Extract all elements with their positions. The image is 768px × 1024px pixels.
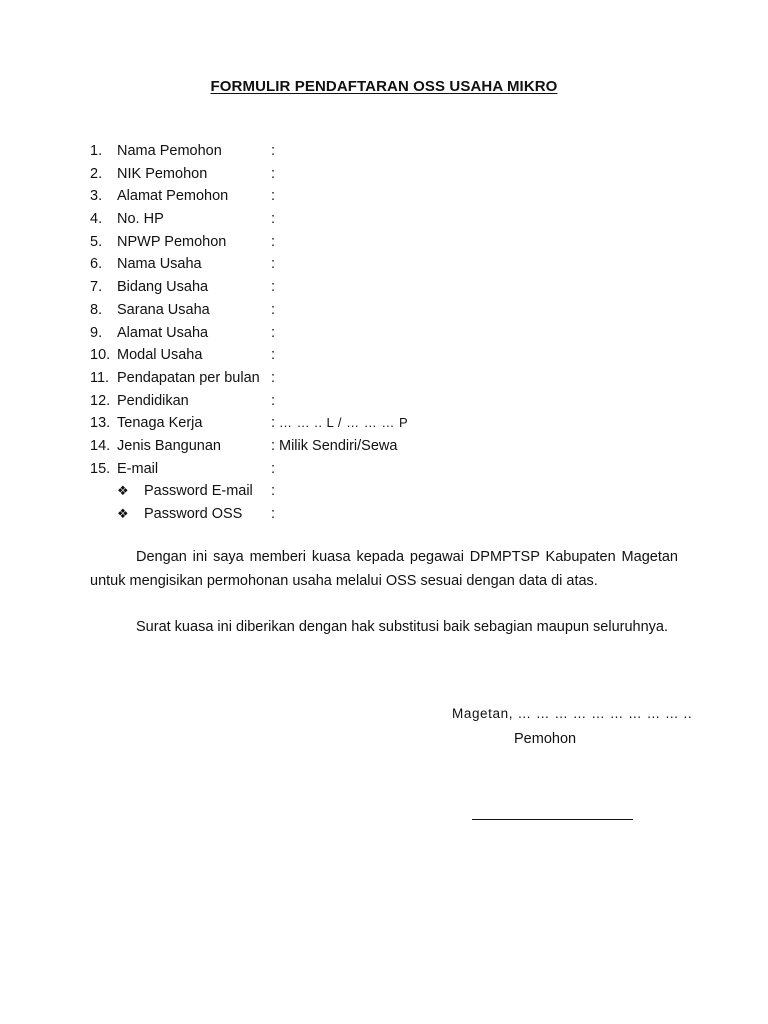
field-label: Nama Usaha <box>117 256 202 273</box>
field-number: 15. <box>90 460 111 477</box>
field-label: NIK Pemohon <box>117 165 208 182</box>
field-value-workforce: … … .. L / … … … P <box>279 415 409 431</box>
field-label: Tenaga Kerja <box>117 415 203 432</box>
field-number: 6. <box>90 256 103 273</box>
authorization-paragraph <box>90 546 678 593</box>
field-number: 4. <box>90 211 103 228</box>
field-label: Jenis Bangunan <box>117 437 221 454</box>
authorization-paragraph-text: Dengan ini saya memberi kuasa kepada pegawai DPMPTSP Kabupaten Magetan untuk mengisikan permohonan usaha melalui OSS sesuai dengan data di atas. <box>90 549 678 589</box>
form-field-list <box>90 142 690 528</box>
field-number: 7. <box>90 279 103 296</box>
field-colon: : <box>271 301 276 318</box>
form-subfield-row <box>90 505 690 528</box>
field-label: No. HP <box>117 211 164 228</box>
field-number: 8. <box>90 301 103 318</box>
field-label: Nama Pemohon <box>117 143 222 159</box>
form-title <box>0 78 768 95</box>
applicant-label: Pemohon <box>514 731 577 747</box>
signature-line <box>472 819 633 820</box>
field-number: 14. <box>90 437 111 454</box>
form-field-row <box>90 210 690 233</box>
form-subfield-row <box>90 482 690 505</box>
field-number: 11. <box>90 369 110 386</box>
form-field-row <box>90 255 690 278</box>
field-colon: : <box>271 211 276 228</box>
form-field-row <box>90 187 690 210</box>
field-number: 13. <box>90 415 111 432</box>
field-colon: : <box>271 279 276 296</box>
field-number: 3. <box>90 188 103 205</box>
field-colon: : <box>271 143 276 159</box>
field-label: Pendidikan <box>117 392 189 409</box>
form-field-row <box>90 278 690 301</box>
field-label: Sarana Usaha <box>117 301 210 318</box>
field-colon: : <box>271 347 276 364</box>
field-colon: : <box>271 188 276 205</box>
form-field-row <box>90 392 690 415</box>
subfield-label: Password OSS <box>144 506 243 522</box>
form-field-row <box>90 437 690 460</box>
field-colon: : <box>271 324 276 341</box>
diamond-bullet-icon: ❖ <box>117 483 129 499</box>
form-field-row <box>90 165 690 188</box>
form-field-row <box>90 460 690 483</box>
field-number: 9. <box>90 324 103 341</box>
form-field-row <box>90 233 690 256</box>
subfield-colon: : <box>271 506 276 522</box>
field-colon: : <box>271 165 276 182</box>
field-colon: : <box>271 256 276 273</box>
place-date-line: Magetan, … … … … … … … … … .. <box>452 706 693 721</box>
form-field-row <box>90 414 690 437</box>
field-colon: : <box>271 369 276 386</box>
diamond-bullet-icon: ❖ <box>117 506 129 521</box>
form-field-row <box>90 324 690 347</box>
field-number: 5. <box>90 233 103 250</box>
field-colon: : <box>271 415 276 432</box>
form-field-row <box>90 301 690 324</box>
subfield-label: Password E-mail <box>144 483 253 500</box>
field-number: 1. <box>90 143 103 159</box>
form-field-row <box>90 369 690 392</box>
field-value-building-type: Milik Sendiri/Sewa <box>279 437 398 454</box>
field-label: E-mail <box>117 460 159 477</box>
field-label: Pendapatan per bulan <box>117 369 260 386</box>
field-colon: : <box>271 460 276 477</box>
field-colon: : <box>271 437 276 454</box>
field-label: Alamat Usaha <box>117 324 209 341</box>
field-number: 2. <box>90 165 103 182</box>
subfield-colon: : <box>271 483 276 500</box>
field-colon: : <box>271 233 276 250</box>
field-number: 10. <box>90 347 111 364</box>
field-colon: : <box>271 392 276 409</box>
field-number: 12. <box>90 392 111 409</box>
form-field-row <box>90 346 690 369</box>
substitution-paragraph-text: Surat kuasa ini diberikan dengan hak substitusi baik sebagian maupun seluruhnya. <box>136 619 669 635</box>
field-label: Alamat Pemohon <box>117 188 229 205</box>
field-label: Modal Usaha <box>117 347 203 364</box>
form-title-text: FORMULIR PENDAFTARAN OSS USAHA MIKRO <box>210 78 558 95</box>
substitution-paragraph <box>90 616 678 640</box>
field-label: NPWP Pemohon <box>117 233 227 250</box>
field-label: Bidang Usaha <box>117 279 209 296</box>
form-field-row <box>90 142 690 165</box>
